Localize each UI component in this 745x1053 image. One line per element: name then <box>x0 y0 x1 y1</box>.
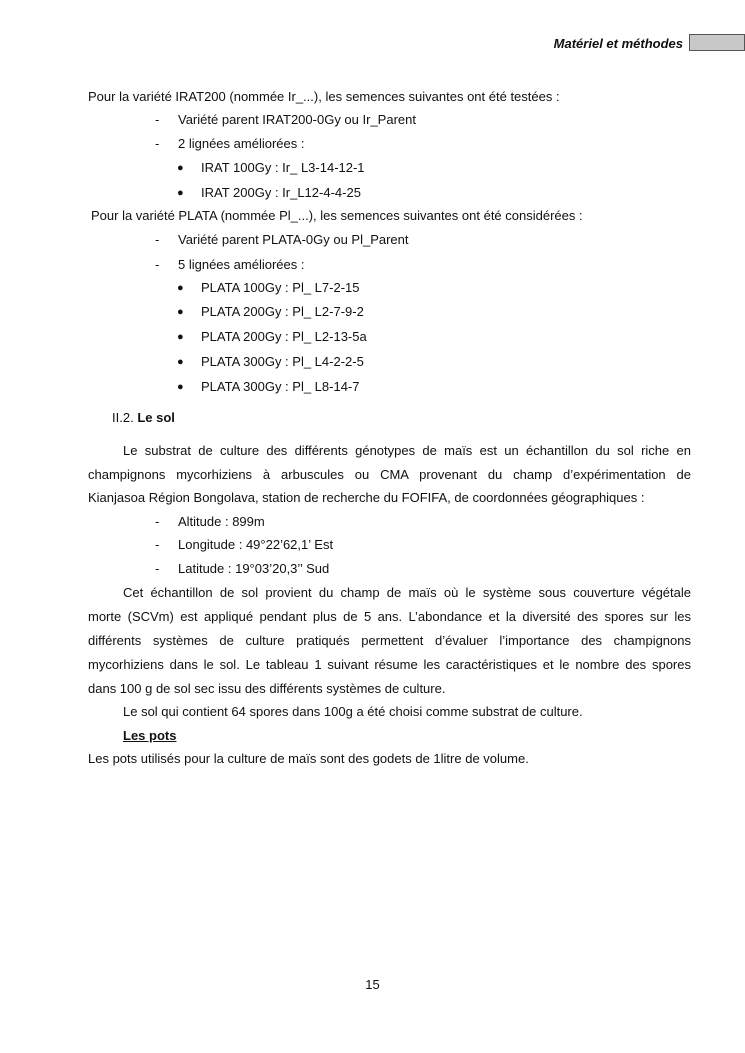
paragraph-line: champignons mycorhiziens à arbuscules ou CMA provenant du champ d’expérimentation de <box>88 467 691 482</box>
list-item <box>0 304 745 320</box>
paragraph-line: différents systèmes de culture pratiqués permettent d’évaluer l’importance des champignons <box>88 633 691 648</box>
paragraph-line: Kianjasoa Région Bongolava, station de recherche du FOFIFA, de coordonnées géographiques : <box>88 490 645 505</box>
irat-line: IRAT 100Gy : Ir_ L3-14-12-1 <box>201 160 365 175</box>
irat-lines-count: 2 lignées améliorées : <box>178 136 305 151</box>
dash-marker: - <box>155 232 160 247</box>
list-item <box>0 160 745 176</box>
plata-lines-count: 5 lignées améliorées : <box>178 257 305 272</box>
irat-line: IRAT 200Gy : Ir_L12-4-4-25 <box>201 185 361 200</box>
paragraph-line: morte (SCVm) est appliqué pendant plus de 5 ans. L’abondance et la diversité des spores sur les <box>88 609 691 624</box>
dash-marker: - <box>155 537 160 552</box>
plata-intro: Pour la variété PLATA (nommée Pl_...), les semences suivantes ont été considérées : <box>91 208 583 223</box>
bullet-icon: ● <box>177 331 184 343</box>
list-item <box>0 232 745 248</box>
paragraph-line: dans 100 g de sol sec issu des différents systèmes de culture. <box>88 681 446 696</box>
list-item <box>0 561 745 577</box>
paragraph-line: mycorhiziens dans le sol. Le tableau 1 suivant résume les caractéristiques et le nombre des spores <box>88 657 691 672</box>
bullet-icon: ● <box>177 381 184 393</box>
section-title: Le sol <box>137 410 175 425</box>
irat-intro: Pour la variété IRAT200 (nommée Ir_...), les semences suivantes ont été testées : <box>88 89 560 104</box>
page-number: 15 <box>365 977 380 992</box>
pots-heading <box>123 728 691 744</box>
plata-line: PLATA 300Gy : Pl_ L4-2-2-5 <box>201 354 364 369</box>
dash-marker: - <box>155 514 160 529</box>
header-decoration-box <box>689 34 745 51</box>
plata-line: PLATA 200Gy : Pl_ L2-13-5a <box>201 329 367 344</box>
paragraph-line: Cet échantillon de sol provient du champ de maïs où le système sous couverture végétale <box>123 585 691 600</box>
list-item <box>0 280 745 296</box>
list-item <box>0 136 745 152</box>
list-item <box>0 112 745 128</box>
latitude: Latitude : 19°03’20,3’’ Sud <box>178 561 330 576</box>
list-item <box>0 185 745 201</box>
dash-marker: - <box>155 257 160 272</box>
dash-marker: - <box>155 112 160 127</box>
paragraph-line: Le substrat de culture des différents génotypes de maïs est un échantillon du sol riche en <box>123 443 691 458</box>
irat-parent: Variété parent IRAT200-0Gy ou Ir_Parent <box>178 112 416 127</box>
list-item <box>0 257 745 273</box>
list-item <box>0 537 745 553</box>
bullet-icon: ● <box>177 306 184 318</box>
plata-line: PLATA 300Gy : Pl_ L8-14-7 <box>201 379 360 394</box>
plata-parent: Variété parent PLATA-0Gy ou Pl_Parent <box>178 232 409 247</box>
list-item <box>0 379 745 395</box>
altitude: Altitude : 899m <box>178 514 265 529</box>
bullet-icon: ● <box>177 187 184 199</box>
pots-text: Les pots utilisés pour la culture de maïs sont des godets de 1litre de volume. <box>88 751 529 766</box>
bullet-icon: ● <box>177 282 184 294</box>
plata-line: PLATA 200Gy : Pl_ L2-7-9-2 <box>201 304 364 319</box>
list-item <box>0 514 745 530</box>
pots-heading-text: Les pots <box>123 728 177 743</box>
header-title: Matériel et méthodes <box>553 36 683 51</box>
bullet-icon: ● <box>177 356 184 368</box>
dash-marker: - <box>155 561 160 576</box>
list-item <box>0 329 745 345</box>
list-item <box>0 354 745 370</box>
dash-marker: - <box>155 136 160 151</box>
paragraph-line: Le sol qui contient 64 spores dans 100g a été choisi comme substrat de culture. <box>123 704 583 719</box>
plata-line: PLATA 100Gy : Pl_ L7-2-15 <box>201 280 360 295</box>
longitude: Longitude : 49°22’62,1’ Est <box>178 537 334 552</box>
section-heading <box>112 410 691 426</box>
section-number: II.2. <box>112 410 134 425</box>
bullet-icon: ● <box>177 162 184 174</box>
